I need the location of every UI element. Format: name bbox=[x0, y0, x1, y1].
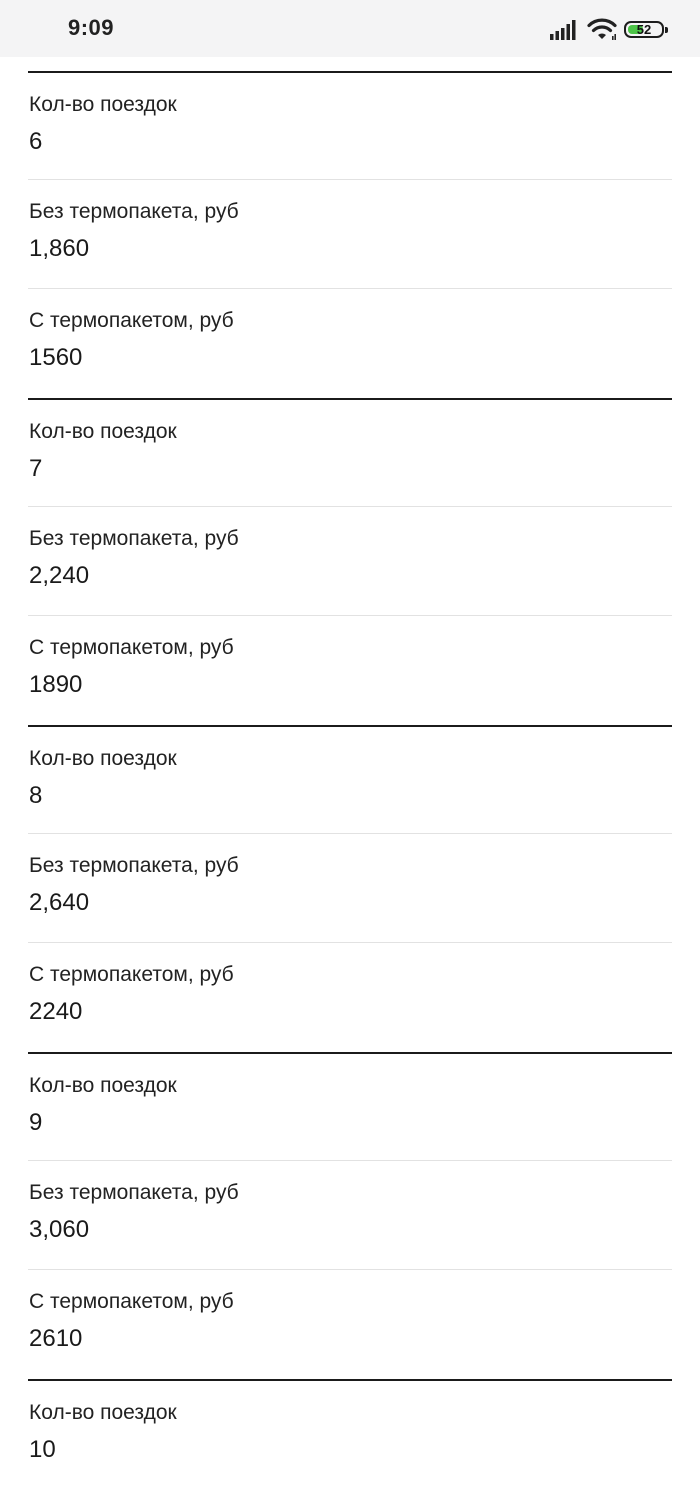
list-item-label: С термопакетом, руб bbox=[29, 309, 234, 332]
list-item-label: Без термопакета, руб bbox=[29, 527, 239, 550]
list-item-value: 9 bbox=[29, 1109, 43, 1136]
list-item bbox=[0, 507, 700, 616]
wifi-icon bbox=[587, 18, 617, 42]
list-item-label: С термопакетом, руб bbox=[29, 963, 234, 986]
list-item-label: Кол-во поездок bbox=[29, 420, 177, 443]
list-item bbox=[0, 289, 700, 398]
list-item-value: 2610 bbox=[29, 1325, 83, 1352]
battery-level-text: 52 bbox=[636, 22, 652, 37]
list-item-value: 2240 bbox=[29, 998, 83, 1025]
list-item-value: 2,240 bbox=[29, 562, 90, 589]
list-item-value: 1560 bbox=[29, 344, 83, 371]
list-item-value: 1890 bbox=[29, 671, 83, 698]
status-bar bbox=[0, 0, 700, 57]
list-item bbox=[0, 400, 700, 507]
battery-icon bbox=[624, 21, 664, 38]
list-item bbox=[0, 1161, 700, 1270]
list-item-label: Кол-во поездок bbox=[29, 747, 177, 770]
list-item-value: 10 bbox=[29, 1436, 56, 1463]
list-item-value: 2,640 bbox=[29, 889, 90, 916]
list-item bbox=[0, 727, 700, 834]
list-item-label: С термопакетом, руб bbox=[29, 1290, 234, 1313]
list-item-label: Кол-во поездок bbox=[29, 1401, 177, 1424]
list-item-label: Без термопакета, руб bbox=[29, 1181, 239, 1204]
list-item bbox=[0, 1270, 700, 1379]
list-item-label: С термопакетом, руб bbox=[29, 636, 234, 659]
list-item-label: Кол-во поездок bbox=[29, 93, 177, 116]
list-item-value: 7 bbox=[29, 455, 43, 482]
list-item bbox=[0, 834, 700, 943]
list-item bbox=[0, 616, 700, 725]
list-item bbox=[0, 180, 700, 289]
list-item-label: Кол-во поездок bbox=[29, 1074, 177, 1097]
tariff-list bbox=[0, 71, 700, 1488]
list-item-value: 8 bbox=[29, 782, 43, 809]
list-item-label: Без термопакета, руб bbox=[29, 200, 239, 223]
list-item-label: Без термопакета, руб bbox=[29, 854, 239, 877]
list-item bbox=[0, 943, 700, 1052]
list-item-value: 1,860 bbox=[29, 235, 90, 262]
list-item bbox=[0, 73, 700, 180]
status-time: 9:09 bbox=[68, 15, 115, 40]
list-item bbox=[0, 1054, 700, 1161]
signal-icon bbox=[550, 20, 578, 40]
list-item-value: 3,060 bbox=[29, 1216, 90, 1243]
list-item-value: 6 bbox=[29, 128, 43, 155]
battery-cap bbox=[665, 27, 668, 33]
list-item bbox=[0, 1381, 700, 1488]
